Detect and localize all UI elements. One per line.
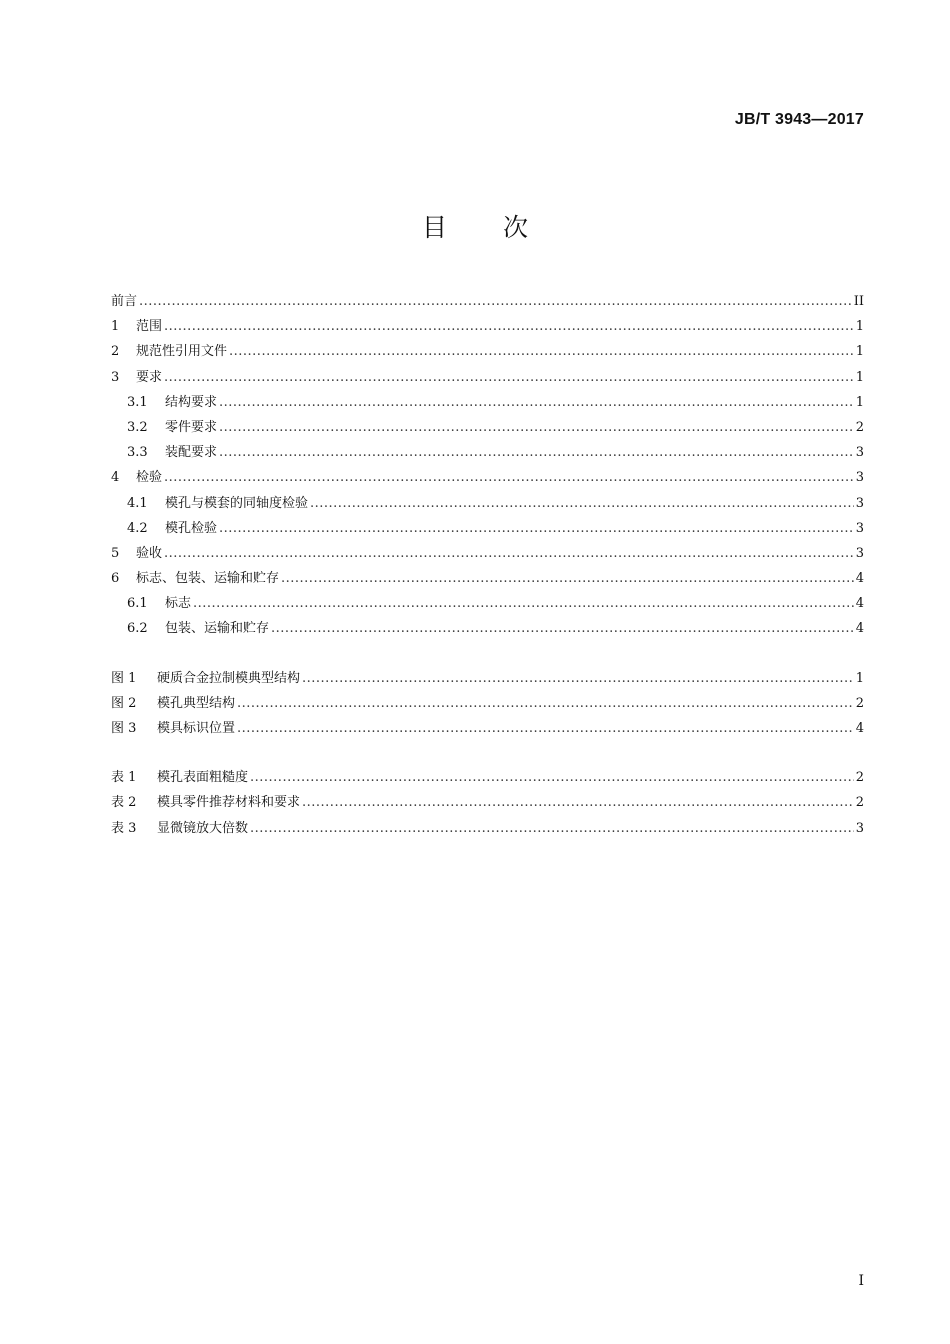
- table-entry[interactable]: [111, 816, 864, 841]
- entry-number: 6.1: [127, 596, 148, 612]
- entry-title: 装配要求: [165, 445, 218, 461]
- entry-title: 检验: [136, 470, 163, 486]
- entry-page: 1: [855, 369, 864, 385]
- toc-entry[interactable]: [111, 616, 864, 641]
- entry-number: 4.1: [127, 495, 148, 511]
- dot-leader: [219, 440, 854, 465]
- figure-entry[interactable]: [111, 716, 864, 741]
- toc-entry[interactable]: [111, 365, 864, 390]
- entry-title: 结构要求: [165, 394, 218, 410]
- dot-leader: [302, 790, 854, 815]
- dot-leader: [310, 491, 854, 516]
- table-list: [111, 765, 864, 841]
- page-title: 目次: [421, 213, 584, 242]
- dot-leader: [302, 666, 854, 691]
- entry-title: 标志、包装、运输和贮存: [136, 571, 280, 587]
- entry-number: 图 3: [111, 721, 137, 736]
- list-gap: [111, 741, 864, 765]
- toc-entry[interactable]: [111, 516, 864, 541]
- entry-number: 4.2: [127, 520, 148, 536]
- entry-number: 图 2: [111, 695, 137, 711]
- dot-leader: [250, 765, 854, 790]
- entry-page: 3: [855, 445, 864, 461]
- dot-leader: [219, 390, 854, 415]
- entry-page: 4: [855, 571, 864, 587]
- table-entry[interactable]: [111, 765, 864, 790]
- figure-list: [111, 666, 864, 742]
- entry-page: 2: [855, 419, 864, 435]
- entry-number: 图 1: [111, 670, 137, 686]
- entry-number: 4: [111, 470, 120, 486]
- toc-entry[interactable]: [111, 289, 864, 314]
- entry-title: 范围: [136, 319, 163, 335]
- entry-number: 3: [111, 369, 120, 385]
- entry-page: 1: [855, 670, 864, 686]
- entry-title: 显微镜放大倍数: [157, 820, 249, 836]
- entry-number: 6: [111, 571, 120, 587]
- entry-page: 3: [855, 495, 864, 511]
- entry-number: 表 2: [111, 795, 137, 811]
- dot-leader: [281, 566, 854, 591]
- entry-page: 3: [855, 520, 864, 536]
- list-gap: [111, 642, 864, 666]
- dot-leader: [139, 289, 852, 314]
- entry-page: 1: [855, 319, 864, 335]
- entry-title: 模具零件推荐材料和要求: [157, 795, 301, 811]
- entry-page: 4: [855, 721, 864, 736]
- dot-leader: [219, 516, 854, 541]
- entry-number: 2: [111, 344, 120, 360]
- entry-page: 4: [855, 596, 864, 612]
- entry-title: 前言: [111, 294, 138, 309]
- entry-title: 包装、运输和贮存: [165, 621, 270, 637]
- section-list: [111, 289, 864, 642]
- entry-number: 表 1: [111, 770, 137, 786]
- entry-page: 3: [855, 820, 864, 836]
- entry-title: 模孔典型结构: [157, 695, 236, 711]
- entry-title: 要求: [136, 369, 163, 385]
- entry-title: 验收: [136, 545, 163, 561]
- standard-code: JB/T 3943—2017: [734, 111, 864, 128]
- entry-number: 表 3: [111, 820, 137, 836]
- dot-leader: [164, 541, 854, 566]
- entry-page: 2: [855, 795, 864, 811]
- entry-title: 模孔与模套的同轴度检验: [165, 495, 309, 511]
- entry-page: 2: [855, 770, 864, 786]
- entry-title: 模孔检验: [165, 520, 218, 536]
- entry-number: 3.1: [127, 394, 148, 410]
- entry-number: 3.2: [127, 419, 148, 435]
- toc-entry[interactable]: [111, 591, 864, 616]
- toc-entry[interactable]: [111, 566, 864, 591]
- toc-entry[interactable]: [111, 491, 864, 516]
- entry-title: 模具标识位置: [157, 721, 236, 736]
- dot-leader: [237, 691, 854, 716]
- dot-leader: [271, 616, 854, 641]
- dot-leader: [250, 816, 854, 841]
- toc-entry[interactable]: [111, 339, 864, 364]
- entry-title: 模孔表面粗糙度: [157, 770, 249, 786]
- dot-leader: [193, 591, 854, 616]
- toc-entry[interactable]: [111, 541, 864, 566]
- dot-leader: [164, 365, 854, 390]
- entry-page: 1: [855, 344, 864, 360]
- page-number: I: [858, 1273, 864, 1289]
- dot-leader: [219, 415, 854, 440]
- toc-entry[interactable]: [111, 314, 864, 339]
- entry-title: 硬质合金拉制模典型结构: [157, 670, 301, 686]
- table-of-contents: [111, 289, 864, 841]
- entry-number: 3.3: [127, 445, 148, 461]
- dot-leader: [229, 339, 854, 364]
- entry-title: 规范性引用文件: [136, 344, 228, 360]
- dot-leader: [164, 314, 854, 339]
- toc-entry[interactable]: [111, 440, 864, 465]
- entry-page: 3: [855, 545, 864, 561]
- toc-entry[interactable]: [111, 415, 864, 440]
- dot-leader: [164, 465, 854, 490]
- entry-number: 5: [111, 545, 120, 561]
- toc-entry[interactable]: [111, 390, 864, 415]
- dot-leader: [237, 716, 854, 741]
- figure-entry[interactable]: [111, 666, 864, 691]
- entry-title: 零件要求: [165, 419, 218, 435]
- figure-entry[interactable]: [111, 691, 864, 716]
- entry-page: 1: [855, 394, 864, 410]
- entry-number: 1: [111, 319, 120, 335]
- entry-page: 3: [855, 470, 864, 486]
- entry-page: 2: [855, 695, 864, 711]
- entry-page: II: [853, 294, 864, 309]
- table-entry[interactable]: [111, 790, 864, 815]
- entry-number: 6.2: [127, 621, 148, 637]
- toc-entry[interactable]: [111, 465, 864, 490]
- entry-title: 标志: [165, 596, 192, 612]
- entry-page: 4: [855, 621, 864, 637]
